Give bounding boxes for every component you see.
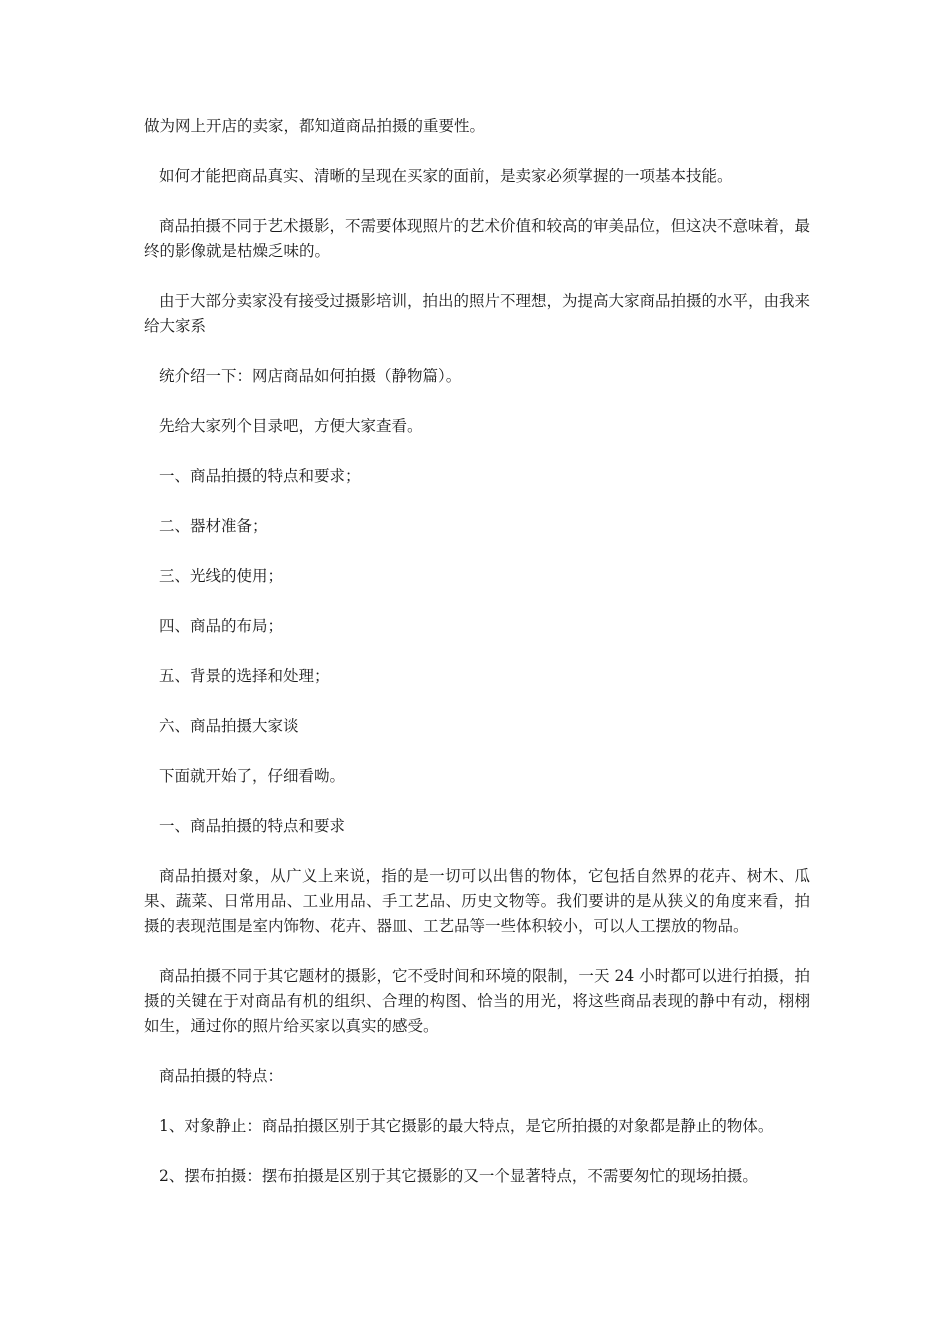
- paragraph: 先给大家列个目录吧，方便大家查看。: [159, 417, 423, 435]
- toc-item: 一、商品拍摄的特点和要求；: [159, 467, 361, 485]
- toc-item: 五、背景的选择和处理；: [159, 667, 330, 685]
- paragraph: 商品拍摄的特点：: [159, 1067, 284, 1085]
- paragraph: 商品拍摄对象，从广义上来说，指的是一切可以出售的物体，它包括自然界的花卉、树木、瓜果、蔬菜、日常用品、工业用品、手工艺品、历史文物等。我们要讲的是从狭义的角度来看，拍摄的表现范围是室内饰物、花卉、器皿、工艺品等一些体积较小，可以人工摆放的物品。: [144, 867, 810, 935]
- paragraph: 商品拍摄不同于其它题材的摄影，它不受时间和环境的限制，一天 24 小时都可以进行拍摄，拍摄的关键在于对商品有机的组织、合理的构图、恰当的用光，将这些商品表现的静中有动，栩栩如生，通过你的照片给买家以真实的感受。: [144, 967, 810, 1035]
- section-heading: 一、商品拍摄的特点和要求: [159, 817, 346, 835]
- toc-item: 二、器材准备；: [159, 517, 268, 535]
- paragraph: 如何才能把商品真实、清晰的呈现在买家的面前，是卖家必须掌握的一项基本技能。: [159, 167, 733, 185]
- toc-item: 四、商品的布局；: [159, 617, 284, 635]
- document-body: [144, 114, 810, 1214]
- list-item: 2、摆布拍摄：摆布拍摄是区别于其它摄影的又一个显著特点，不需要匆忙的现场拍摄。: [159, 1167, 758, 1185]
- paragraph: 商品拍摄不同于艺术摄影，不需要体现照片的艺术价值和较高的审美品位，但这决不意味着，最终的影像就是枯燥乏味的。: [144, 217, 811, 260]
- toc-item: 六、商品拍摄大家谈: [159, 717, 299, 735]
- paragraph: 做为网上开店的卖家，都知道商品拍摄的重要性。: [144, 117, 486, 135]
- toc-item: 三、光线的使用；: [159, 567, 284, 585]
- paragraph: 由于大部分卖家没有接受过摄影培训，拍出的照片不理想，为提高大家商品拍摄的水平，由我来给大家系: [144, 292, 811, 335]
- paragraph: 统介绍一下：网店商品如何拍摄（静物篇）。: [159, 367, 462, 385]
- list-item: 1、对象静止：商品拍摄区别于其它摄影的最大特点，是它所拍摄的对象都是静止的物体。: [159, 1117, 774, 1135]
- paragraph: 下面就开始了，仔细看呦。: [159, 767, 346, 785]
